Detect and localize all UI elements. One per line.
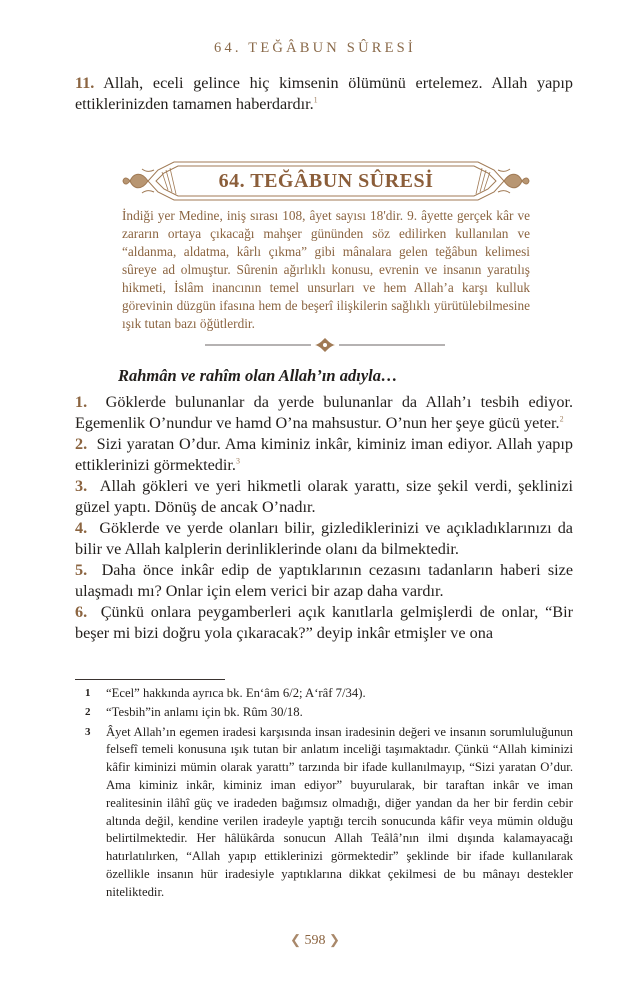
page-number-container xyxy=(0,932,630,949)
verse-number: 3. xyxy=(75,477,88,495)
footnote xyxy=(75,685,573,703)
verse-number: 2. xyxy=(75,435,88,453)
footnote-ref: 3 xyxy=(235,456,240,466)
verse-text: Çünkü onlara peygamberleri açık kanıtlarla gelmişlerdi de onlar, “Bir beşer mi bizi doğru yola çıkaracak?” deyip inkâr etmişler ve ona xyxy=(75,603,573,642)
footnote-rule xyxy=(75,679,225,680)
sura-title-frame xyxy=(122,158,530,204)
footnote-ref: 1 xyxy=(313,95,318,105)
verse-5 xyxy=(75,560,573,602)
footnote-number: 1 xyxy=(85,687,91,699)
verse-11 xyxy=(75,73,573,115)
verse-text: Sizi yaratan O’dur. Ama kiminiz inkâr, kiminiz iman ediyor. Allah yapıp ettiklerinizi görmektedir. xyxy=(75,435,573,474)
verse-text: Allah gökleri ve yeri hikmetli olarak yarattı, size şekil verdi, şeklinizi güzel yaptı. Dönüş de ancak O’nadır. xyxy=(75,477,573,516)
verse-2 xyxy=(75,434,573,476)
verse-text: Daha önce inkâr edip de yaptıklarının cezasını tadanların haberi size ulaşmadı mı? Onlar için elem verici bir azap daha vardır. xyxy=(75,561,573,600)
sura-introduction: İndiği yer Medine, iniş sırası 108, âyet sayısı 18'dir. 9. âyette gerçek kâr ve zararın ortaya çıkacağı mahşer gününden söz edilirken kullanılan ve “aldanma, aldatma, kârlı çıkma” gibi mânalara gelen teğâbun kelimesi sûreye ad olmuştur. Sûrenin ağırlıklı konusu, evrenin ve insanın yaratılış hikmeti, İslâm inancının temel unsurları ve hem Allah’a karşı kulluk görevinin düzgün ifasına hem de beşerî ilişkilerin sağlıklı yürütülebilmesine ışık tutan bazı öğütlerdir. xyxy=(122,208,530,331)
footnote xyxy=(75,724,573,902)
verse-number: 6. xyxy=(75,603,88,621)
verses-block xyxy=(75,392,573,644)
sura-title: 64. TEĞÂBUN SÛRESİ xyxy=(218,169,434,192)
divider-ornament-icon xyxy=(205,336,445,354)
verse-number: 5. xyxy=(75,561,88,579)
running-head: 64. TEĞÂBUN SÛRESİ xyxy=(214,40,416,56)
footnote-number: 2 xyxy=(85,706,91,719)
verse-1 xyxy=(75,392,573,434)
right-bracket-icon: ❯ xyxy=(329,932,340,947)
footnote-text: “Tesbih”in anlamı için bk. Rûm 30/18. xyxy=(106,705,303,720)
verse-4 xyxy=(75,518,573,560)
footnote-number: 3 xyxy=(85,725,91,738)
verse-3 xyxy=(75,476,573,518)
footnote xyxy=(75,704,573,722)
page-number: 598 xyxy=(304,933,326,948)
verse-number: 4. xyxy=(75,519,88,537)
verse-text: Göklerde bulunanlar da yerde bulunanlar da Allah’ı tesbih ediyor. Egemenlik O’nundur ve hamd O’na mahsustur. O’nun her şeye gücü yeter. xyxy=(75,393,574,432)
footnote-text: Âyet Allah’ın egemen iradesi karşısında insan iradesinin değeri ve insanın sorumluluğunun felsefî temeli konusuna ışık tutan bir anlatım inceliği taşımaktadır. Çünkü “Allah kiminizi kâfir kiminizi mümin olarak yarattı” tarzında bir ifade kullanılmayıp, “Sizi yaratan O’dur. Ama kiminiz inkâr, kiminiz iman ediyor” buyurularak, bir taraftan inkâr ve iman realitesinin ilâhî güç ve iradeden bağımsız olmadığı, diğer yandan da her bir ferdin cebir altında değil, kendine verilen iradeyle yaptığı tercih sonucunda kâfir veya mümin olduğu belirtilmektedir. Her hâlükârda sonucun Allah Teâlâ’nın ilmi dışında kalamayacağı hatırlatılırken, “Allah yapıp ettiklerinizi görmektedir” şeklinde bir ifade kullanılarak özellikle insanın hür iradesiyle yaptıklarına dikkat çekilmesi de bu mânayı destekler niteliktedir. xyxy=(106,724,573,899)
verse-text: Allah, eceli gelince hiç kimsenin ölümünü ertelemez. Allah yapıp ettiklerinizden tamamen haberdardır. xyxy=(75,74,573,113)
verse-text: Göklerde ve yerde olanları bilir, gizlediklerinizi ve açıkladıklarınızı da bilir ve Allah kalplerin derinliklerinde olanı da bilmektedir. xyxy=(75,519,573,558)
footnote-text: “Ecel” hakkında ayrıca bk. En‘âm 6/2; A‘râf 7/34). xyxy=(106,686,366,700)
left-bracket-icon: ❮ xyxy=(290,932,301,947)
verse-6 xyxy=(75,602,573,644)
verse-number: 11. xyxy=(75,74,95,92)
footnote-ref: 2 xyxy=(559,414,564,424)
verse-number: 1. xyxy=(75,393,88,411)
basmala: Rahmân ve rahîm olan Allah’ın adıyla… xyxy=(118,366,398,385)
footnotes xyxy=(75,685,573,903)
